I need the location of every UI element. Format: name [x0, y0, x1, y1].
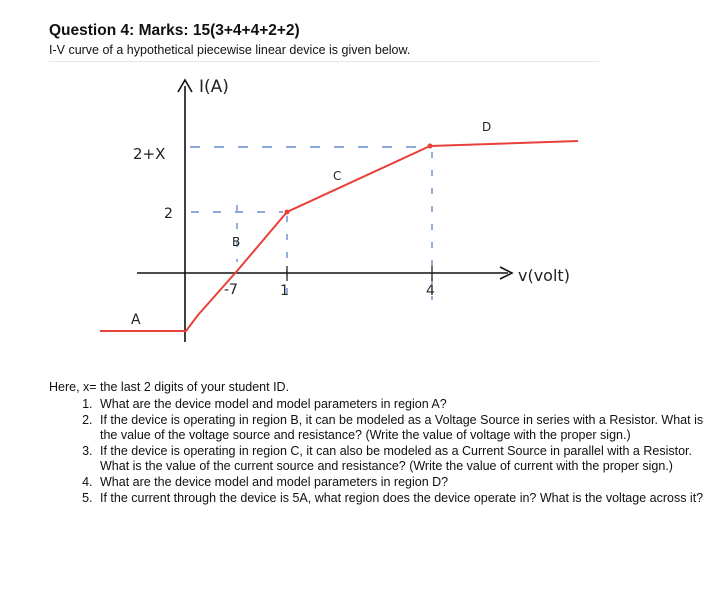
question-item-5: 5. If the current through the device is 5A, what region does the device operate in? What is the voltage across it? [96, 491, 706, 506]
x-tick-4-label: 4 [426, 283, 435, 299]
question-title: Question 4: Marks: 15(3+4+4+2+2) [49, 22, 300, 39]
intro-text: Here, x= the last 2 digits of your student ID. [49, 380, 290, 394]
x-tick-neg-label: -7 [224, 282, 238, 298]
question-item-2: 2. If the device is operating in region B, it can be modeled as a Voltage Source in series with a Resistor. What is the value of the voltage source and resistance? (Write the value of voltage with the proper sign.) [96, 413, 706, 443]
question-subtitle: I-V curve of a hypothetical piecewise linear device is given below. [49, 43, 411, 57]
region-b-label: B [232, 235, 241, 249]
question-item-4: 4. What are the device model and model parameters in region D? [96, 475, 706, 490]
region-d-label: D [482, 120, 492, 134]
breakpoint-1 [285, 210, 290, 215]
y-axis-label: I(A) [199, 77, 229, 97]
question-item-1: 1. What are the device model and model parameters in region A? [96, 397, 706, 412]
y-tick-low-label: 2 [164, 206, 173, 222]
y-tick-high-label: 2+X [133, 145, 166, 163]
region-a-label: A [131, 312, 141, 328]
region-c-label: C [333, 169, 342, 183]
question-item-3: 3. If the device is operating in region C, it can also be modeled as a Current Source in parallel with a Resistor. What is the value of the current source and resistance? (Write the value of current with the proper sign.) [96, 444, 706, 474]
question-list [49, 397, 706, 507]
x-axis-label: v(volt) [518, 266, 570, 285]
breakpoint-2 [428, 144, 433, 149]
x-tick-1-label: 1 [280, 283, 289, 299]
